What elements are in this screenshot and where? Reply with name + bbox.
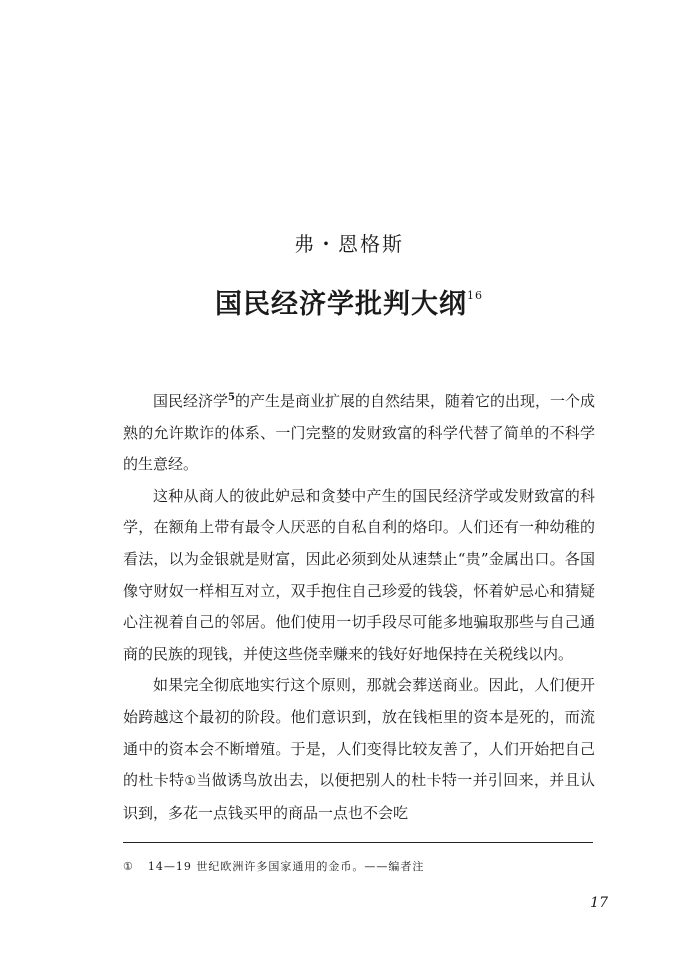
paragraph-3-after: 当做诱鸟放出去，以便把别人的杜卡特一并引回来，并且认识到，多花一点钱买甲的商品一点也不会吃: [123, 771, 595, 822]
paragraph-3-before: 如果完全彻底地实行这个原则，那就会葬送商业。因此，人们便开始跨越这个最初的阶段。他们意识到，放在钱柜里的资本是死的，而流通中的资本会不断增殖。于是，人们变得比较友善了，人们开始把自己的杜卡特: [123, 676, 595, 790]
paragraph-1: [123, 386, 595, 481]
paragraph-1-before: 国民经济学: [153, 392, 229, 410]
title-endnote-marker: 16: [467, 289, 483, 302]
footnote-text: 14—19 世纪欧洲许多国家通用的金币。——编者注: [147, 860, 425, 873]
author-name: 弗・恩格斯: [294, 232, 404, 256]
paragraph-3: [123, 670, 595, 829]
paragraph-1-after: 的产生是商业扩展的自然结果，随着它的出现，一个成熟的允许欺诈的体系、一门完整的发财致富的科学代替了简单的不科学的生意经。: [123, 392, 595, 474]
chapter-title-text: 国民经济学批判大纲: [215, 289, 467, 320]
endnote-marker: 5: [228, 392, 235, 403]
paragraph-2: 这种从商人的彼此妒忌和贪婪中产生的国民经济学或发财致富的科学，在额角上带有最令人厌恶的自私自利的烙印。人们还有一种幼稚的看法，以为金银就是财富，因此必须到处从速禁止“贵”金属出口。各国像守财奴一样相互对立，双手抱住自己珍爱的钱袋，怀着妒忌心和猜疑心注视着自己的邻居。他们使用一切手段尽可能多地骗取那些与自己通商的民族的现钱，并使这些侥幸赚来的钱好好地保持在关税线以内。: [123, 486, 595, 663]
chapter-title: [0, 282, 698, 321]
footnote-number: ①: [123, 860, 134, 873]
footnote-divider: [123, 842, 593, 843]
footnote-reference: ①: [184, 774, 197, 790]
page-number: 17: [590, 895, 608, 911]
footnote: [123, 858, 424, 874]
body-text: [123, 386, 595, 829]
